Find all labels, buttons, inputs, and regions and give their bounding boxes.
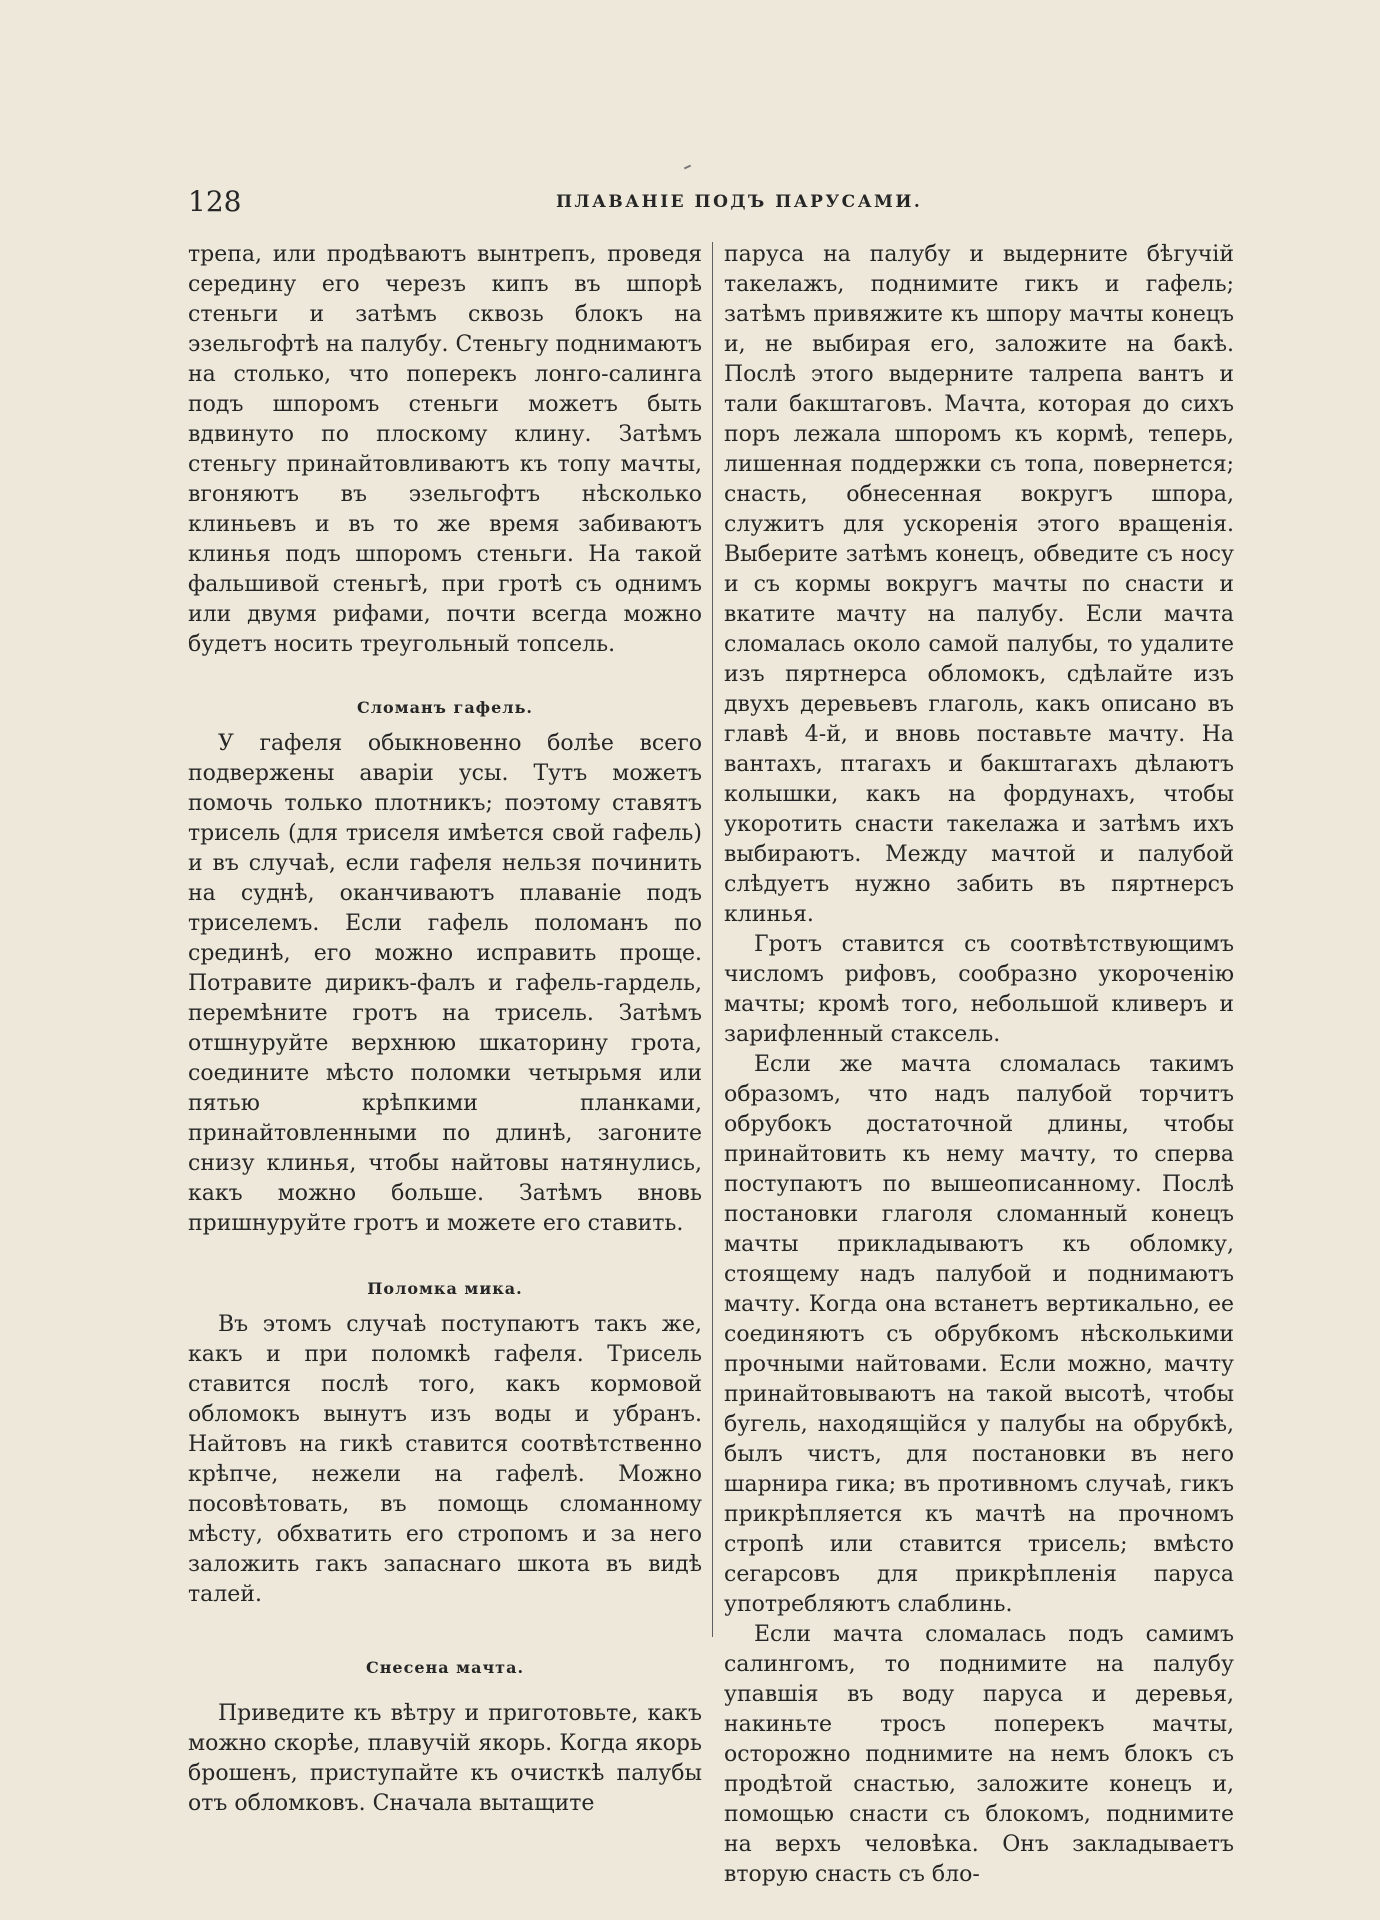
paragraph: Гротъ ставится съ соотвѣтствующимъ числомъ рифовъ, сообразно укороченію мачты; кромѣ того, небольшой кливеръ и зарифленный стаксель. (724, 932, 1234, 1047)
section-heading: Сломанъ гафель. (357, 698, 533, 717)
paragraph: У гафеля обыкновенно болѣе всего подвержены аваріи усы. Тутъ можетъ помочь только плотникъ; поэтому ставятъ трисель (для триселя имѣется свой гафель) и въ случаѣ, если гафеля нельзя починить на суднѣ, оканчиваютъ плаваніе подъ триселемъ. Если гафель поломанъ по срединѣ, его можно исправить проще. Потравите дирикъ-фалъ и гафель-гардель, перемѣните гротъ на трисель. Затѣмъ отшнуруйте верхнюю шкаторину грота, соедините мѣсто поломки четырьмя или пятью крѣпкими планками, принайтовленными по длинѣ, загоните снизу клинья, чтобы найтовы натянулись, какъ можно больше. Затѣмъ вновь пришнуруйте гротъ и можете его ставить. (188, 731, 702, 1236)
running-title: ПЛАВАНІЕ ПОДЪ ПАРУСАМИ. (556, 192, 923, 212)
paragraph: Приведите къ вѣтру и приготовьте, какъ можно скорѣе, плавучій якорь. Когда якорь брошенъ, приступайте къ очисткѣ палубы отъ обломковъ. Сначала вытащите (188, 1701, 702, 1816)
paragraph: Въ этомъ случаѣ поступаютъ такъ же, какъ и при поломкѣ гафеля. Трисель ставится послѣ того, какъ кормовой обломокъ вынутъ изъ воды и убранъ. Найтовъ на гикѣ ставится соотвѣтственно крѣпче, нежели на гафелѣ. Можно посовѣтовать, въ помощь сломанному мѣсту, обхватить его стропомъ и за него заложить гакъ запаснаго шкота въ видѣ талей. (188, 1312, 702, 1607)
paragraph: Если же мачта сломалась такимъ образомъ, что надъ палубой торчитъ обрубокъ достаточной длины, чтобы принайтовить къ нему мачту, то сперва поступаютъ по вышеописанному. Послѣ постановки глаголя сломанный конецъ мачты прикладываютъ къ обломку, стоящему надъ палубой и поднимаютъ мачту. Когда она встанетъ вертикально, ее соединяютъ съ обрубкомъ нѣсколькими прочными найтовами. Если можно, мачту принайтовываютъ на такой высотѣ, чтобы бугель, находящійся у палубы на обрубкѣ, былъ чистъ, для постановки въ него шарнира гика; въ противномъ случаѣ, гикъ прикрѣпляется къ мачтѣ на прочномъ стропѣ или ставится трисель; вмѣсто сегарсовъ для прикрѣпленія паруса употребляютъ слаблинь. (724, 1052, 1234, 1617)
page-number: 128 (188, 185, 242, 218)
section-heading: Поломка мика. (367, 1279, 523, 1298)
left-column (188, 240, 702, 1819)
column-divider (712, 242, 713, 1637)
page-header (188, 185, 1192, 221)
paragraph: паруса на палубу и выдерните бѣгучій такелажъ, поднимите гикъ и гафель; затѣмъ привяжите къ шпору мачты конецъ и, не выбирая его, заложите на бакѣ. Послѣ этого выдерните талрепа вантъ и тали бакштаговъ. Мачта, которая до сихъ поръ лежала шпоромъ къ кормѣ, теперь, лишенная поддержки съ топа, повернется; снасть, обнесенная вокругъ шпора, служитъ для ускоренія этого вращенія. Выберите затѣмъ конецъ, обведите съ носу и съ кормы вокругъ мачты по снасти и вкатите мачту на палубу. Если мачта сломалась около самой палубы, то удалите изъ пяртнерса обломокъ, сдѣлайте изъ двухъ деревьевъ глаголь, какъ описано въ главѣ 4-й, и вновь поставьте мачту. На вантахъ, птагахъ и бакштагахъ дѣлаютъ колышки, какъ на фордунахъ, чтобы укоротить снасти такелажа и затѣмъ ихъ выбираютъ. Между мачтой и палубой слѣдуетъ нужно забить въ пяртнерсъ клинья. (724, 242, 1234, 927)
paragraph: трепа, или продѣваютъ вынтрепъ, проведя середину его черезъ кипъ въ шпорѣ стеньги и затѣмъ сквозь блокъ на эзельгофтѣ на палубу. Стеньгу поднимаютъ на столько, что поперекъ лонго-салинга подъ шпоромъ стеньги можетъ быть вдвинуто по плоскому клину. Затѣмъ стеньгу принайтовливаютъ къ топу мачты, вгоняютъ въ эзельгофтъ нѣсколько клиньевъ и въ то же время забиваютъ клинья подъ шпоромъ стеньги. На такой фальшивой стеньгѣ, при гротѣ съ однимъ или двумя рифами, почти всегда можно будетъ носить треугольный топсель. (188, 242, 702, 657)
printer-mark (684, 165, 691, 170)
right-column (724, 240, 1234, 1890)
section-heading: Снесена мачта. (365, 1658, 525, 1677)
paragraph: Если мачта сломалась подъ самимъ салингомъ, то поднимите на палубу упавшія въ воду паруса и деревья, накиньте тросъ поперекъ мачты, осторожно поднимите на немъ блокъ съ продѣтой снастью, заложите конецъ и, помощью снасти съ блокомъ, поднимите на верхъ человѣка. Онъ закладываетъ вторую снасть съ бло- (724, 1622, 1234, 1887)
